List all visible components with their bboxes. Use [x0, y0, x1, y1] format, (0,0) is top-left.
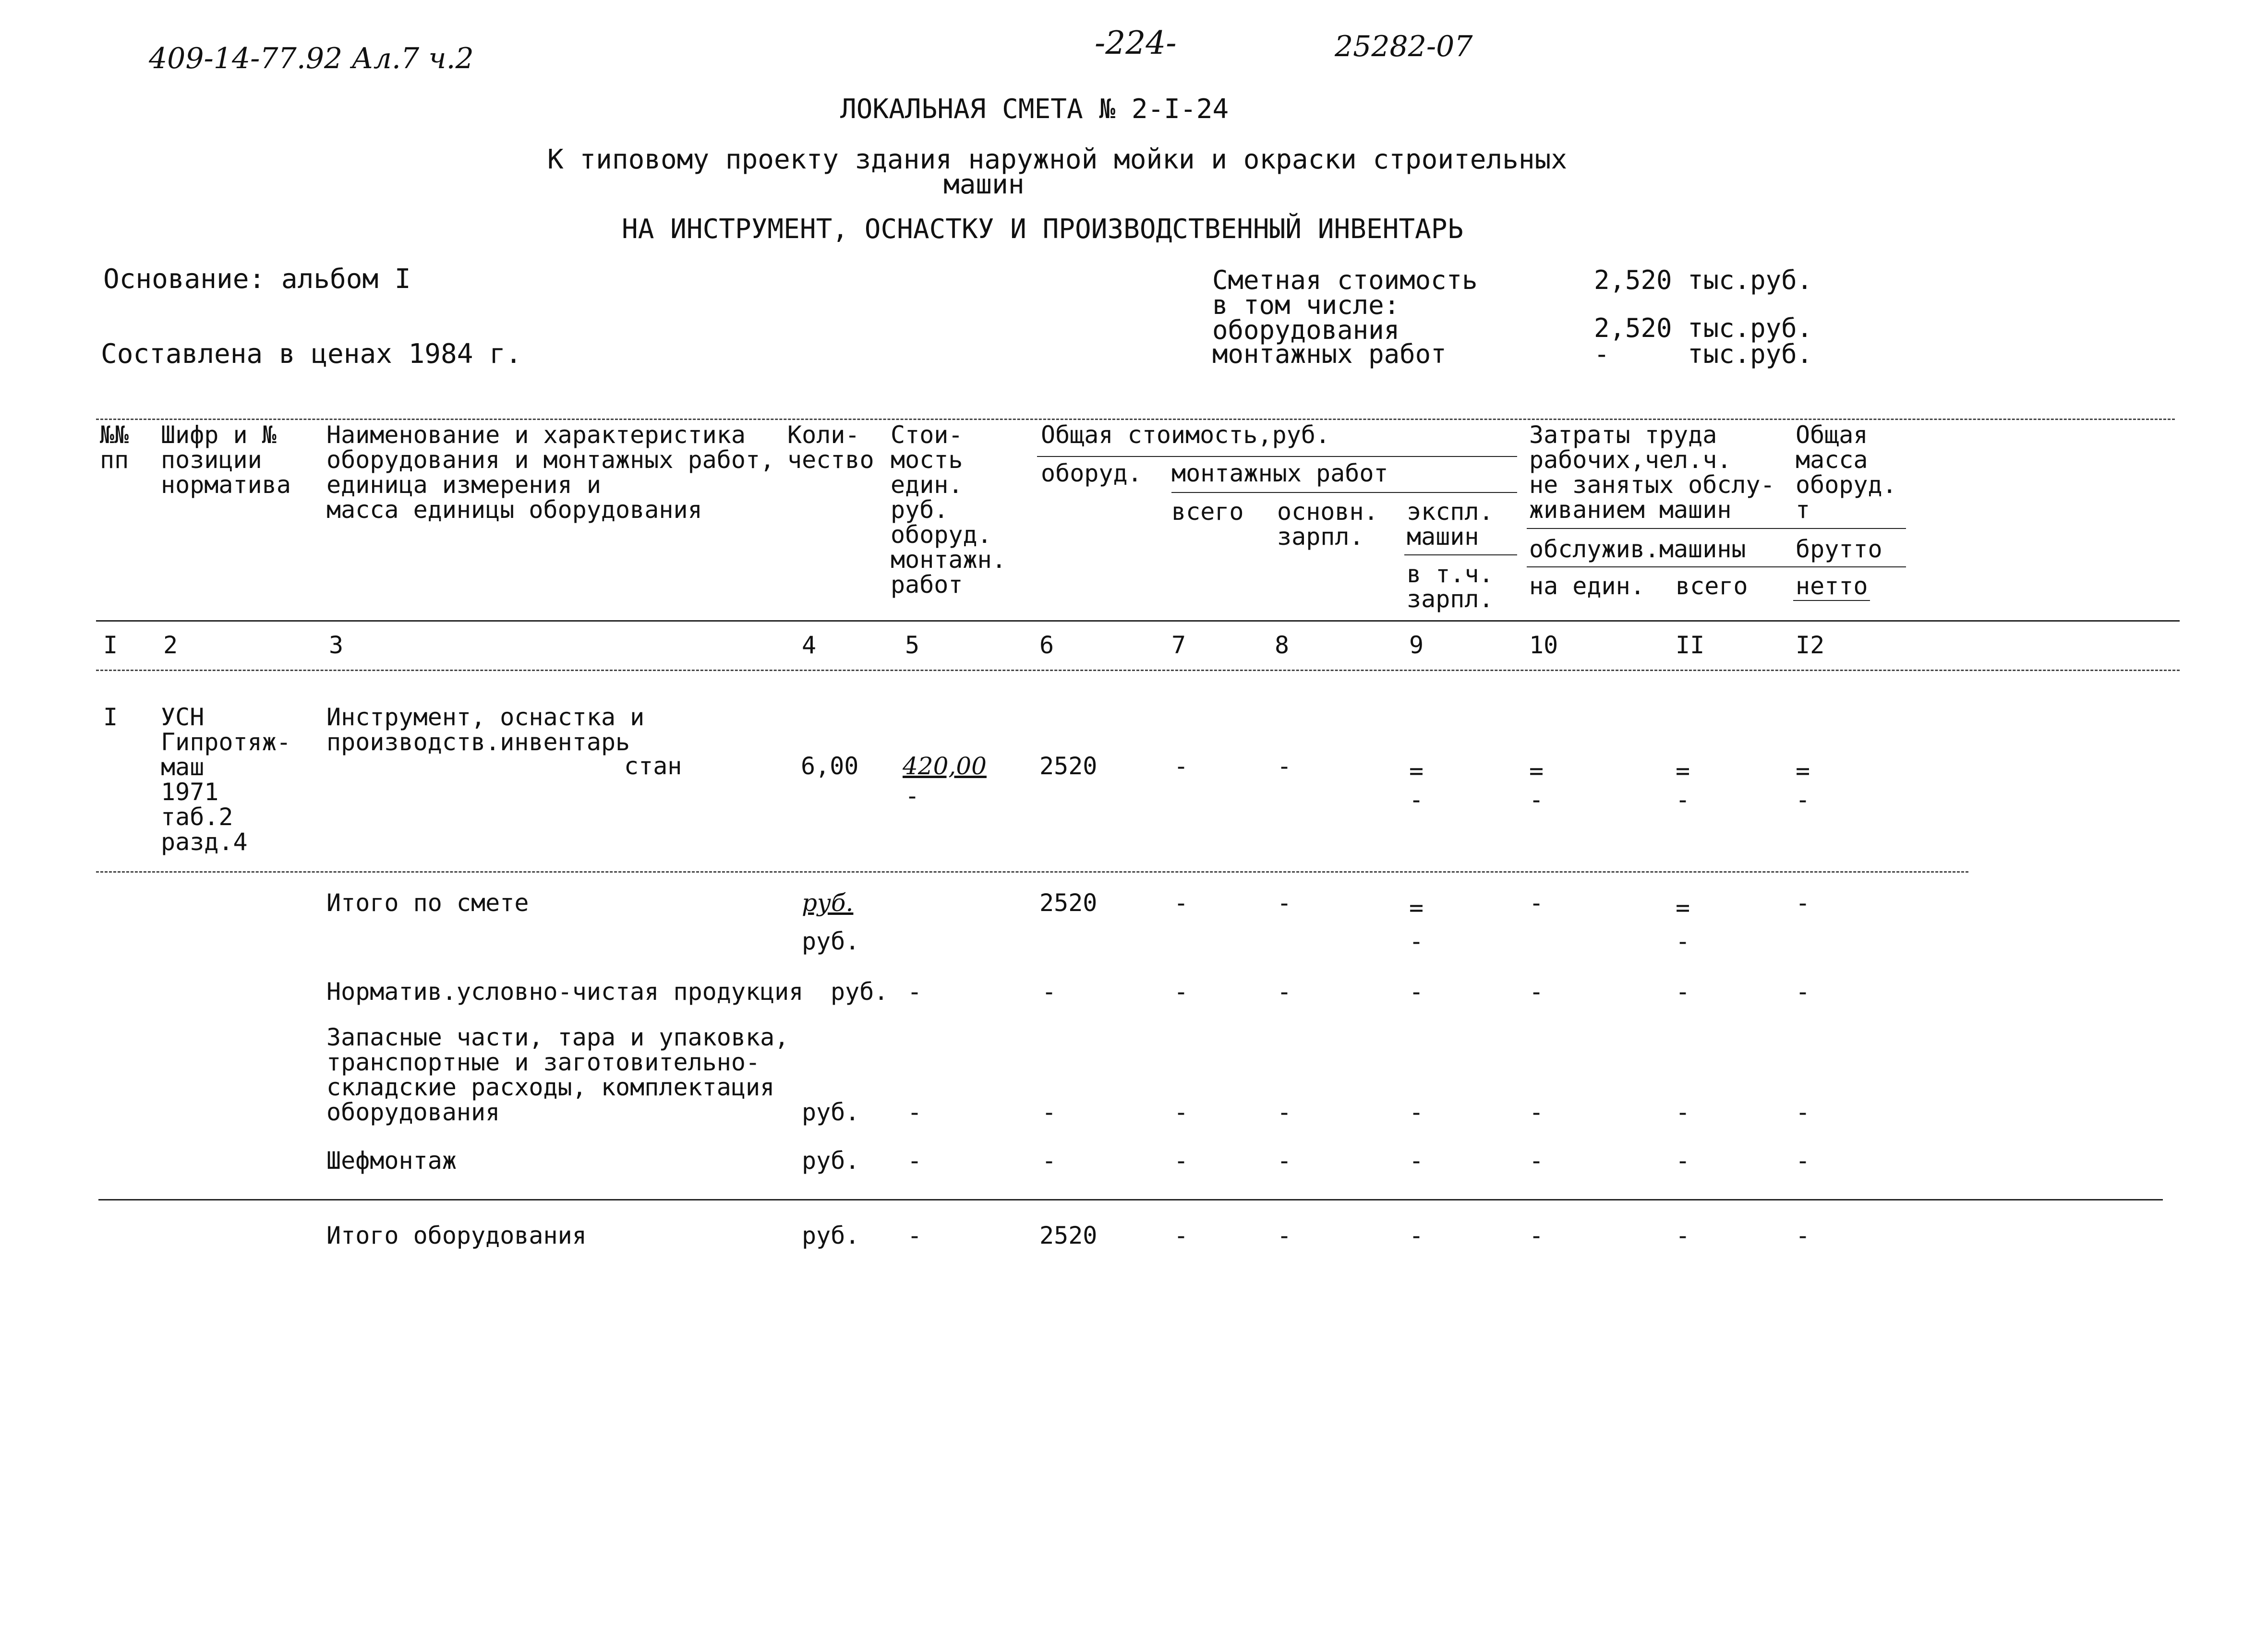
equipment-value: 2,520 тыс.руб.: [1594, 313, 1813, 343]
spare-c12: -: [1796, 1098, 1810, 1126]
col-number: 4: [802, 631, 817, 659]
row-unit-cost-install: -: [905, 782, 920, 810]
equip-total-c11: -: [1676, 1222, 1690, 1249]
col-header-12-top: Общая масса оборуд. т: [1796, 421, 1897, 524]
col-number: I: [103, 631, 118, 659]
subtitle-line2: машин: [943, 169, 1025, 200]
col-number: 8: [1275, 631, 1290, 659]
header-line-install: [1171, 492, 1517, 493]
row-unit: стан: [624, 752, 682, 780]
row-c9-top: =: [1409, 757, 1424, 785]
col-header-labor-sub: обслужив.машины: [1529, 535, 1746, 563]
row-number: I: [103, 703, 118, 731]
estimate-c11-top: =: [1676, 894, 1690, 922]
normative-c5: -: [907, 978, 922, 1006]
estimate-unit2: руб.: [802, 927, 860, 955]
col-header-9-top: экспл. машин: [1407, 498, 1494, 551]
spare-c11: -: [1676, 1098, 1690, 1126]
row-c9-bottom: -: [1409, 786, 1424, 814]
spare-c7: -: [1174, 1098, 1189, 1126]
equip-total-c9: -: [1409, 1222, 1424, 1249]
subtitle-line1: К типовому проекту здания наружной мойки и окраски строительных: [547, 144, 1568, 175]
col-header-labor-group: Затраты труда рабочих,чел.ч. не занятых обслу- живанием машин: [1529, 421, 1775, 524]
col-number: 10: [1529, 631, 1558, 659]
row-c11-bottom: -: [1676, 786, 1690, 814]
equip-total-c8: -: [1277, 1222, 1292, 1249]
header-line-mass: [1793, 600, 1870, 601]
normative-c7: -: [1174, 978, 1189, 1006]
spare-c5: -: [907, 1098, 922, 1126]
row-c10-bottom: -: [1529, 786, 1544, 814]
normative-c8: -: [1277, 978, 1292, 1006]
equip-total-label: Итого оборудования: [326, 1222, 587, 1249]
row-c11-top: =: [1676, 757, 1690, 785]
equip-total-unit: руб.: [802, 1222, 860, 1249]
header-line-labor-sub: [1527, 566, 1906, 567]
spare-c6: -: [1042, 1098, 1057, 1126]
col-number: II: [1676, 631, 1705, 659]
col-header-12-mid: брутто: [1796, 535, 1882, 563]
normative-c11: -: [1676, 978, 1690, 1006]
chef-c5: -: [907, 1147, 922, 1175]
header-line-c9: [1404, 554, 1517, 555]
col-number: 2: [163, 631, 178, 659]
col-number: 3: [329, 631, 344, 659]
normative-unit: руб.: [831, 978, 889, 1006]
row-c7: -: [1174, 752, 1189, 780]
col-number: 6: [1039, 631, 1054, 659]
chef-c10: -: [1529, 1147, 1544, 1175]
including-label: в том числе:: [1212, 290, 1400, 320]
equip-total-c6: 2520: [1039, 1222, 1098, 1249]
col-header-5: Стои- мость един. руб. оборуд. монтажн. работ: [891, 421, 1006, 599]
row-code: УСН Гипротяж- маш 1971 таб.2 разд.4: [161, 703, 291, 856]
row-unit-cost: 420,00: [903, 752, 987, 780]
equip-total-c10: -: [1529, 1222, 1544, 1249]
doc-code: 409-14-77.92 Ал.7 ч.2: [149, 42, 474, 75]
col-header-3: Наименование и характеристика оборудования и монтажных работ, единица измерения и масса единицы оборудования: [326, 421, 775, 524]
installation-value: - тыс.руб.: [1594, 339, 1813, 369]
row-separator: [96, 871, 1968, 873]
chef-c7: -: [1174, 1147, 1189, 1175]
spare-c10: -: [1529, 1098, 1544, 1126]
cost-label: Сметная стоимость: [1212, 265, 1478, 295]
basis-text: Основание: альбом I: [103, 264, 411, 295]
chef-unit: руб.: [802, 1147, 860, 1175]
prices-text: Составлена в ценах 1984 г.: [101, 338, 522, 370]
chef-c9: -: [1409, 1147, 1424, 1175]
row-name: Инструмент, оснастка и производств.инвентарь: [326, 703, 645, 756]
estimate-c7: -: [1174, 889, 1189, 917]
equip-total-c5: -: [907, 1222, 922, 1249]
normative-c9: -: [1409, 978, 1424, 1006]
chef-c8: -: [1277, 1147, 1292, 1175]
col-header-10: на един.: [1529, 572, 1645, 600]
col-number: 9: [1409, 631, 1424, 659]
row-c8: -: [1277, 752, 1292, 780]
installation-label: монтажных работ: [1212, 339, 1447, 369]
equip-total-c7: -: [1174, 1222, 1189, 1249]
col-header-install-group: монтажных работ: [1171, 459, 1388, 487]
col-header-2: Шифр и № позиции норматива: [161, 421, 291, 499]
normative-c12: -: [1796, 978, 1810, 1006]
estimate-c8: -: [1277, 889, 1292, 917]
header-line-total: [1037, 456, 1517, 457]
normative-c10: -: [1529, 978, 1544, 1006]
equipment-label: оборудования: [1212, 315, 1400, 345]
spare-label: Запасные части, тара и упаковка, транспортные и заготовительно- складские расходы, комплектация оборудования: [326, 1023, 789, 1126]
estimate-c12: -: [1796, 889, 1810, 917]
chef-c12: -: [1796, 1147, 1810, 1175]
col-number: 7: [1171, 631, 1186, 659]
subtitle-line3: НА ИНСТРУМЕНТ, ОСНАСТКУ И ПРОИЗВОДСТВЕННЫЙ ИНВЕНТАРЬ: [622, 214, 1464, 245]
chef-label: Шефмонтаж: [326, 1147, 457, 1175]
header-bottom-line: [96, 620, 2180, 622]
spare-c9: -: [1409, 1098, 1424, 1126]
totals-separator: [98, 1199, 2163, 1200]
col-header-9-bottom: в т.ч. зарпл.: [1407, 560, 1494, 613]
col-number: 5: [905, 631, 920, 659]
row-c12-top: =: [1796, 757, 1810, 785]
col-header-11: всего: [1676, 572, 1748, 600]
page-title: ЛОКАЛЬНАЯ СМЕТА № 2-I-24: [840, 94, 1229, 125]
equip-total-c12: -: [1796, 1222, 1810, 1249]
col-header-8: основн. зарпл.: [1277, 498, 1378, 551]
col-header-4: Коли- чество: [787, 421, 874, 474]
col-header-12-bottom: нетто: [1796, 572, 1868, 600]
row-qty: 6,00: [801, 752, 859, 780]
row-total-equipment: 2520: [1039, 752, 1098, 780]
page-number: -224-: [1095, 24, 1177, 61]
normative-label: Норматив.условно-чистая продукция: [326, 978, 804, 1006]
column-numbers-line: [96, 670, 2180, 671]
col-header-1: №№ пп: [100, 421, 129, 474]
row-c10-top: =: [1529, 757, 1544, 785]
estimate-c6: 2520: [1039, 889, 1098, 917]
cost-value: 2,520 тыс.руб.: [1594, 265, 1813, 295]
table-top-border: [96, 419, 2175, 420]
spare-c8: -: [1277, 1098, 1292, 1126]
doc-number: 25282-07: [1335, 30, 1473, 63]
chef-c11: -: [1676, 1147, 1690, 1175]
estimate-unit1: руб.: [802, 889, 854, 917]
spare-unit: руб.: [802, 1098, 860, 1126]
col-header-total-group: Общая стоимость,руб.: [1041, 421, 1330, 449]
header-line-labor: [1527, 528, 1906, 529]
estimate-c9-top: =: [1409, 894, 1424, 922]
row-c12-bottom: -: [1796, 786, 1810, 814]
normative-c6: -: [1042, 978, 1057, 1006]
col-number: I2: [1796, 631, 1825, 659]
estimate-label: Итого по смете: [326, 889, 529, 917]
col-header-6: оборуд.: [1041, 459, 1142, 487]
col-header-7: всего: [1171, 498, 1244, 526]
estimate-c9-bottom: -: [1409, 927, 1424, 955]
estimate-c10: -: [1529, 889, 1544, 917]
chef-c6: -: [1042, 1147, 1057, 1175]
estimate-c11-bottom: -: [1676, 927, 1690, 955]
